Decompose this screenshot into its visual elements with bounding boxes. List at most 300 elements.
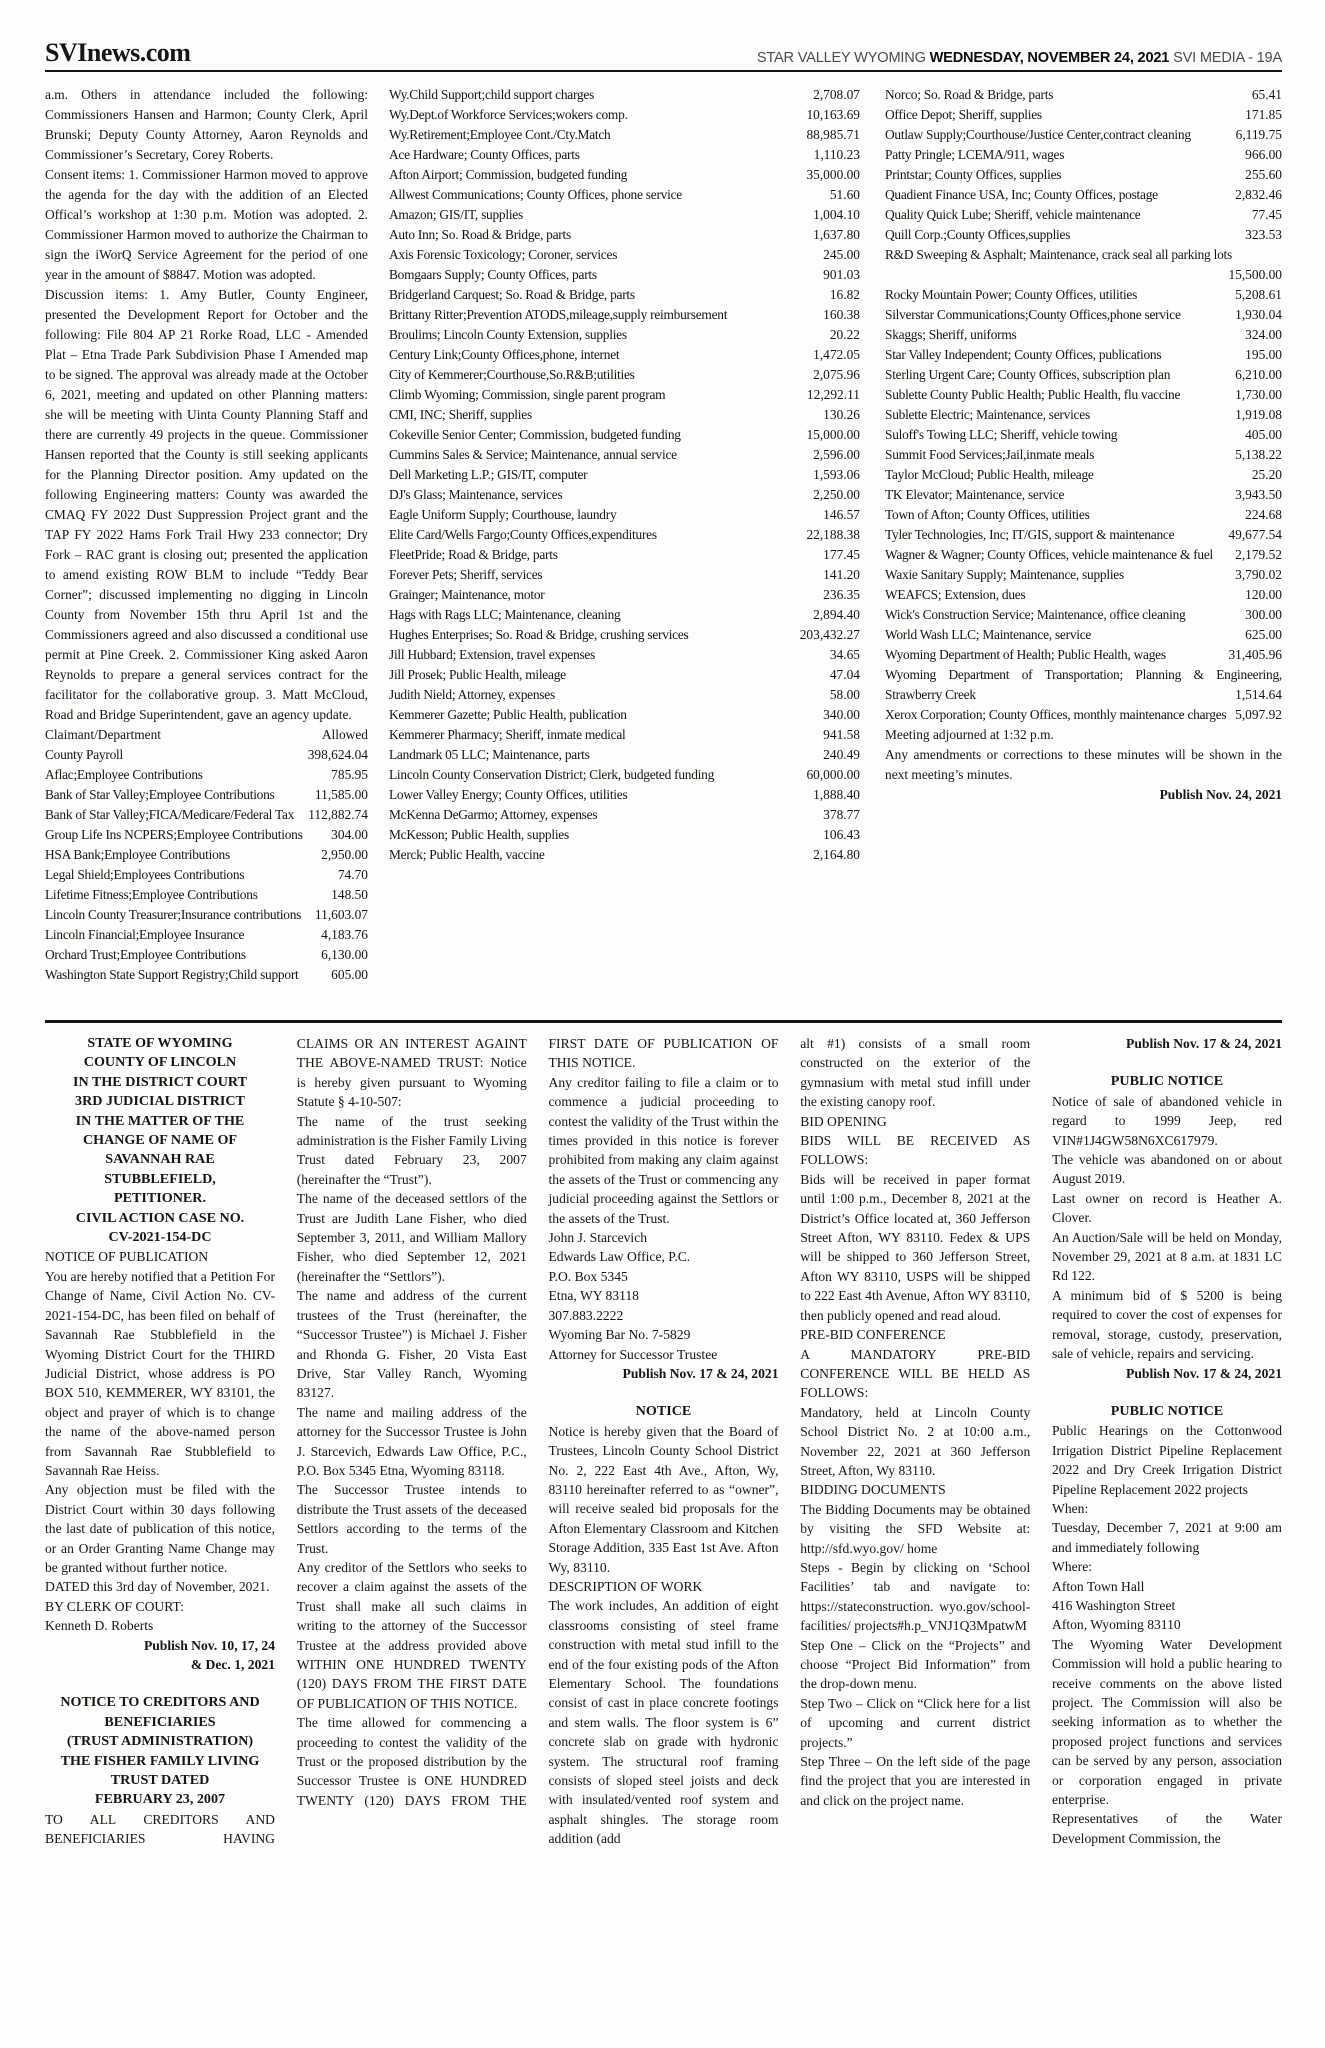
legal-notices-section bbox=[45, 1023, 1282, 2007]
claim-amount: 300.00 bbox=[1245, 607, 1282, 622]
notice-paragraph: DATED this 3rd day of November, 2021. bbox=[45, 1579, 270, 1595]
claim-row bbox=[885, 705, 1282, 725]
claim-name: McKenna DeGarmo; Attorney, expenses bbox=[389, 807, 598, 822]
minutes-paragraphs bbox=[45, 85, 368, 725]
claim-name: Aflac;Employee Contributions bbox=[45, 767, 203, 782]
claim-amount: 15,000.00 bbox=[806, 427, 860, 442]
claim-amount: 5,208.61 bbox=[1235, 287, 1282, 302]
claim-amount: 177.45 bbox=[823, 547, 860, 562]
claim-amount: 1,004.10 bbox=[813, 207, 860, 222]
claim-amount: 12,292.11 bbox=[806, 387, 860, 402]
claim-name: Summit Food Services;Jail,inmate meals bbox=[885, 447, 1095, 462]
publish-line bbox=[549, 1364, 779, 1383]
claim-amount: 146.57 bbox=[823, 507, 860, 522]
claim-amount: 2,708.07 bbox=[813, 87, 860, 102]
claim-name: Quality Quick Lube; Sheriff, vehicle maintenance bbox=[885, 207, 1141, 222]
notice-heading-line: PETITIONER. bbox=[113, 1190, 207, 1207]
minutes-closing-paragraphs bbox=[885, 725, 1282, 785]
claim-name: Jill Prosek; Public Health, mileage bbox=[389, 667, 566, 682]
claim-row bbox=[885, 345, 1282, 365]
claim-row bbox=[389, 305, 860, 325]
minutes-column-2 bbox=[389, 85, 860, 1011]
claim-row bbox=[885, 565, 1282, 585]
notice-heading-line: 3RD JUDICIAL DISTRICT bbox=[75, 1093, 245, 1110]
claim-row bbox=[389, 165, 860, 185]
claim-amount: 6,130.00 bbox=[321, 947, 368, 962]
notice-line: 307.883.2222 bbox=[548, 1307, 624, 1323]
claim-row bbox=[45, 925, 368, 945]
claim-name: Lifetime Fitness;Employee Contributions bbox=[45, 887, 258, 902]
claim-name: Sterling Urgent Care; County Offices, subscription plan bbox=[885, 367, 1171, 382]
claim-row bbox=[45, 905, 368, 925]
claim-row bbox=[389, 765, 860, 785]
notices-column-2 bbox=[297, 1034, 527, 2007]
minutes-column-3 bbox=[885, 85, 1282, 1011]
claim-name: County Payroll bbox=[45, 747, 123, 762]
claim-row bbox=[885, 585, 1282, 605]
notice-line: BIDDING DOCUMENTS bbox=[800, 1482, 946, 1498]
notice-heading-line: CHANGE OF NAME OF bbox=[82, 1132, 238, 1149]
claims-list-3 bbox=[885, 85, 1282, 725]
claim-name: WEAFCS; Extension, dues bbox=[885, 587, 1026, 602]
claim-row bbox=[389, 645, 860, 665]
claim-row bbox=[45, 945, 368, 965]
claim-row bbox=[389, 805, 860, 825]
claim-amount: 120.00 bbox=[1245, 587, 1282, 602]
claim-row bbox=[885, 125, 1282, 145]
claim-name: Forever Pets; Sheriff, services bbox=[389, 567, 543, 582]
claim-name: TK Elevator; Maintenance, service bbox=[885, 487, 1065, 502]
claim-name: Century Link;County Offices,phone, internet bbox=[389, 347, 620, 362]
claim-amount: 398,624.04 bbox=[307, 747, 368, 762]
notice-paragraph: The time allowed for commencing a proceeding to contest the validity of the Trust or the proposed distribution by the Successor Trustee is ONE HUNDRED TWENTY (120) DAYS FROM THE bbox=[296, 1715, 527, 1808]
notice-heading-line: THE FISHER FAMILY LIVING bbox=[60, 1752, 260, 1769]
masthead-date: WEDNESDAY, NOVEMBER 24, 2021 bbox=[929, 50, 1170, 67]
claim-name: Skaggs; Sheriff, uniforms bbox=[885, 327, 1017, 342]
claim-amount: 203,432.27 bbox=[799, 627, 860, 642]
claim-amount: 245.00 bbox=[823, 247, 860, 262]
publish-line-text: Publish Nov. 17 & 24, 2021 bbox=[622, 1365, 779, 1381]
claim-name: Silverstar Communications;County Offices,phone service bbox=[885, 307, 1181, 322]
claim-amount: 58.00 bbox=[829, 687, 860, 702]
notice-heading bbox=[1052, 1072, 1282, 1091]
claim-row bbox=[885, 225, 1282, 245]
claim-row bbox=[389, 425, 860, 445]
claim-name: HSA Bank;Employee Contributions bbox=[45, 847, 230, 862]
claim-name: Landmark 05 LLC; Maintenance, parts bbox=[389, 747, 590, 762]
claim-row bbox=[389, 665, 860, 685]
notice-line: Kenneth D. Roberts bbox=[45, 1618, 154, 1634]
claim-amount: 15,500.00 bbox=[1228, 267, 1282, 282]
claim-name: Wy.Dept.of Workforce Services;wokers comp. bbox=[389, 107, 628, 122]
claim-row bbox=[389, 385, 860, 405]
claim-name: FleetPride; Road & Bridge, parts bbox=[389, 547, 558, 562]
claim-row bbox=[45, 865, 368, 885]
claim-name: Wagner & Wagner; County Offices, vehicle maintenance & fuel bbox=[885, 547, 1214, 562]
notice-line: P.O. Box 5345 bbox=[548, 1268, 628, 1284]
claim-name: Legal Shield;Employees Contributions bbox=[45, 867, 245, 882]
masthead-location: STAR VALLEY WYOMING bbox=[756, 50, 930, 67]
claim-name: Amazon; GIS/IT, supplies bbox=[389, 207, 523, 222]
claim-row bbox=[885, 625, 1282, 645]
claim-name: City of Kemmerer;Courthouse,So.R&B;utilities bbox=[389, 367, 635, 382]
notice-paragraph: Last owner on record is Heather A. Clover. bbox=[1052, 1190, 1282, 1226]
claim-name: Orchard Trust;Employee Contributions bbox=[45, 947, 246, 962]
claim-name: Cummins Sales & Service; Maintenance, annual service bbox=[389, 447, 677, 462]
claim-row bbox=[389, 525, 860, 545]
claim-row bbox=[389, 145, 860, 165]
claim-row bbox=[885, 145, 1282, 165]
notice-heading-line: CV-2021-154-DC bbox=[108, 1229, 212, 1246]
claim-name: Axis Forensic Toxicology; Coroner, services bbox=[389, 247, 618, 262]
notice-paragraph: FIRST DATE OF PUBLICATION OF THIS NOTICE. bbox=[548, 1036, 779, 1071]
claim-row bbox=[389, 225, 860, 245]
claim-amount: 5,097.92 bbox=[1235, 707, 1282, 722]
claim-row bbox=[45, 885, 368, 905]
claim-row bbox=[45, 845, 368, 865]
claim-row bbox=[885, 285, 1282, 305]
claim-name: Quill Corp.;County Offices,supplies bbox=[885, 227, 1071, 242]
claim-amount: 323.53 bbox=[1245, 227, 1282, 242]
claim-amount: 1,593.06 bbox=[813, 467, 860, 482]
notice-paragraph: Any creditor of the Settlors who seeks to recover a claim against the assets of the Trust shall make all such claims in writing to the attorney of the Successor Trustee at the address provided above WITHIN ONE HUNDRED TWENTY (120) DAYS FROM THE FIRST DATE OF PUBLICATION OF THIS NOTICE. bbox=[296, 1559, 527, 1711]
minutes-paragraph: Discussion items: 1. Amy Butler, County Engineer, presented the Development Report for October and the following: File 804 AP 21 Rorke Road, LLC - Amended Plat – Etna Trade Park Subdivision Phase I Amended map to be signed. The approval was already made at the October 6, 2021, meeting and updated on other Planning matters: she will be meeting with Uinta County Planning Staff and there are currently 49 projects in the queue. Commissioner Hansen reported that the County is still seeking applicants for the Planning Director position. Amy updated on the following Engineering matters: County was awarded the CMAQ FY 2022 Dust Suppression Project grant and the TAP FY 2022 Hams Fork Trail Hwy 233 connector; Dry Fork – RAC grant is closing out; presented the application to amend existing ROW BLM to include “Teddy Bear Corner”; discussed implementing no digging in Lincoln County from November 15th thru April 1st and the Commissioners agreed and also discussed a conditional use permit at Pine Creek. 2. Commissioner King asked Aaron Reynolds to prepare a general services contract for the facilitator for the collaborative group. 3. Matt McCloud, Road and Bridge Superintendent, gave an agency update. bbox=[45, 287, 368, 722]
claim-name: Tyler Technologies, Inc; IT/GIS, support & maintenance bbox=[885, 527, 1175, 542]
claim-amount: 11,585.00 bbox=[314, 787, 368, 802]
claim-amount: 2,075.96 bbox=[813, 367, 860, 382]
publish-line-text: & Dec. 1, 2021 bbox=[190, 1657, 275, 1672]
claim-row bbox=[885, 365, 1282, 385]
claim-amount: 1,888.40 bbox=[813, 787, 860, 802]
claim-row bbox=[389, 185, 860, 205]
claim-name: Sublette Electric; Maintenance, services bbox=[885, 407, 1090, 422]
claim-name: R&D Sweeping & Asphalt; Maintenance, crack seal all parking lots bbox=[885, 247, 1232, 262]
claim-row bbox=[389, 745, 860, 765]
claim-amount: 2,164.80 bbox=[813, 847, 860, 862]
notice-paragraph: The vehicle was abandoned on or about August 2019. bbox=[1052, 1152, 1282, 1187]
claim-amount: 224.68 bbox=[1245, 507, 1282, 522]
claim-amount: 3,790.02 bbox=[1235, 567, 1282, 582]
claim-row bbox=[389, 845, 860, 865]
notice-line: DESCRIPTION OF WORK bbox=[548, 1578, 703, 1594]
claim-amount: 130.26 bbox=[823, 407, 860, 422]
notice-paragraph: Public Hearings on the Cottonwood Irrigation District Pipeline Replacement 2022 and Dry Creek Irrigation District Pipeline Replacement 2022 projects bbox=[1052, 1423, 1282, 1497]
claim-name: Wick's Construction Service; Maintenance, office cleaning bbox=[885, 607, 1186, 622]
claim-name: Wyoming Department of Transportation; Planning & Engineering, Strawberry Creek bbox=[885, 667, 1282, 702]
claim-name: Grainger; Maintenance, motor bbox=[389, 587, 545, 602]
notice-line: 416 Washington Street bbox=[1052, 1597, 1176, 1613]
claim-name: Ace Hardware; County Offices, parts bbox=[389, 147, 580, 162]
claim-row bbox=[885, 165, 1282, 185]
claim-row bbox=[389, 465, 860, 485]
notice-heading-line: BENEFICIARIES bbox=[104, 1713, 216, 1730]
claim-amount: 31,405.96 bbox=[1228, 647, 1282, 662]
claim-amount: 941.58 bbox=[823, 727, 860, 742]
claim-name: Washington State Support Registry;Child support bbox=[45, 967, 299, 982]
claim-row bbox=[389, 445, 860, 465]
claim-row bbox=[885, 105, 1282, 125]
claim-row bbox=[389, 505, 860, 525]
claims-list-2 bbox=[389, 85, 860, 865]
notice-line: When: bbox=[1052, 1500, 1089, 1516]
claims-list-1 bbox=[45, 745, 368, 985]
claim-amount: 236.35 bbox=[823, 587, 860, 602]
claim-amount: 255.60 bbox=[1245, 167, 1282, 182]
notice-paragraph: Mandatory, held at Lincoln County School District No. 2 at 10:00 a.m., November 22, 2021 at 360 Jefferson Street, Afton, Wy 83110. bbox=[800, 1404, 1031, 1478]
notice-heading bbox=[549, 1402, 779, 1421]
claim-name: DJ's Glass; Maintenance, services bbox=[389, 487, 563, 502]
claim-row bbox=[389, 85, 860, 105]
claims-table-header bbox=[45, 725, 368, 745]
claim-row bbox=[885, 545, 1282, 565]
notice-paragraph: The Wyoming Water Development Commission will hold a public hearing to receive comments on the above listed project. The Commission will also be seeking information as to whether the proposed project functions and services can be served by any person, association or corporation engaged in private enterprise. bbox=[1052, 1636, 1282, 1808]
minutes-paragraph: a.m. Others in attendance included the following: Commissioners Hansen and Harmon; County Clerk, April Brunski; Deputy County Attorney, Aaron Reynolds and Commissioner’s Secretary, Corey Roberts. bbox=[45, 87, 368, 162]
claim-name: Wy.Retirement;Employee Cont./Cty.Match bbox=[389, 127, 611, 142]
notice-paragraph: Steps - Begin by clicking on ‘School Facilities’ tab and navigate to: https://stateconstruction. wyo.gov/school-facilities/ projects#h.p_VNJ1Q3MpatwM bbox=[800, 1559, 1031, 1634]
claim-name: Office Depot; Sheriff, supplies bbox=[885, 107, 1042, 122]
claim-amount: 65.41 bbox=[1251, 87, 1282, 102]
notice-paragraph: The Successor Trustee intends to distribute the Trust assets of the deceased Settlors according to the terms of the Trust. bbox=[296, 1482, 527, 1556]
claim-amount: 2,596.00 bbox=[813, 447, 860, 462]
claim-amount: 25.20 bbox=[1251, 467, 1282, 482]
notice-paragraph: Any objection must be filed with the District Court within 30 days following the last date of publication of this notice, or an Order Granting Name Change may be granted without further notice. bbox=[45, 1482, 275, 1575]
claim-name: Outlaw Supply;Courthouse/Justice Center,contract cleaning bbox=[885, 127, 1191, 142]
notice-heading-line: IN THE DISTRICT COURT bbox=[72, 1073, 248, 1090]
claim-amount: 51.60 bbox=[829, 187, 860, 202]
notice-heading-line: FEBRUARY 23, 2007 bbox=[94, 1791, 226, 1808]
notice-line: Wyoming Bar No. 7-5829 bbox=[548, 1327, 691, 1343]
claim-row bbox=[885, 465, 1282, 485]
claim-row bbox=[885, 665, 1282, 705]
claim-amount: 1,514.64 bbox=[1235, 687, 1282, 702]
claim-row bbox=[885, 245, 1282, 285]
claim-amount: 6,210.00 bbox=[1235, 367, 1282, 382]
claim-amount: 22,188.38 bbox=[806, 527, 860, 542]
publish-line bbox=[1052, 1034, 1282, 1053]
notice-heading-line: NOTICE TO CREDITORS AND bbox=[60, 1694, 260, 1711]
claim-name: Wyoming Department of Health; Public Health, wages bbox=[885, 647, 1166, 662]
claim-name: Merck; Public Health, vaccine bbox=[389, 847, 545, 862]
notice-paragraph: An Auction/Sale will be held on Monday, November 29, 2021 at 8 a.m. at 1831 LC Rd 122. bbox=[1052, 1229, 1282, 1284]
claim-row bbox=[885, 325, 1282, 345]
notice-paragraph: The name and address of the current trustees of the Trust (hereinafter, the “Successor Trustee”) is Michael J. Fisher and Rhonda G. Fisher, 20 Vista East Drive, Star Valley Ranch, Wyoming 83127. bbox=[296, 1288, 527, 1401]
claim-name: Town of Afton; County Offices, utilities bbox=[885, 507, 1090, 522]
claim-amount: 966.00 bbox=[1245, 147, 1282, 162]
notice-paragraph: The name and mailing address of the attorney for the Successor Trustee is John J. Starcevich, Edwards Law Office, P.C., P.O. Box 5345 Etna, Wyoming 83118. bbox=[296, 1404, 527, 1478]
claim-name: McKesson; Public Health, supplies bbox=[389, 827, 569, 842]
notices-column-5 bbox=[1052, 1034, 1282, 2007]
claim-row bbox=[45, 825, 368, 845]
claim-amount: 16.82 bbox=[829, 287, 860, 302]
claim-amount: 2,179.52 bbox=[1235, 547, 1282, 562]
claim-name: Bank of Star Valley;Employee Contributions bbox=[45, 787, 275, 802]
claim-row bbox=[389, 825, 860, 845]
notice-paragraph: Bids will be received in paper format until 1:00 p.m., December 8, 2021 at the District’s Office located at, 360 Jefferson Street Afton, WY 83110. Fedex & UPS will be shipped to 360 Jefferson Street, Afton WY 83110, USPS will be shipped to 222 East 4th Avenue, Afton WY 83110, then publicly opened and read aloud. bbox=[800, 1171, 1031, 1323]
notice-paragraph: The name of the trust seeking administration is the Fisher Family Living Trust dated February 23, 2007 (hereinafter the “Trust”). bbox=[296, 1113, 527, 1187]
claim-amount: 405.00 bbox=[1245, 427, 1282, 442]
claim-name: Allwest Communications; County Offices, phone service bbox=[389, 187, 682, 202]
claim-name: Lower Valley Energy; County Offices, utilities bbox=[389, 787, 628, 802]
claim-amount: 901.03 bbox=[823, 267, 860, 282]
claim-row bbox=[885, 525, 1282, 545]
notice-heading-line: CIVIL ACTION CASE NO. bbox=[75, 1209, 245, 1226]
claim-amount: 1,919.08 bbox=[1235, 407, 1282, 422]
claim-row bbox=[389, 725, 860, 745]
notices-column-1 bbox=[45, 1034, 275, 2007]
notice-heading-line: PUBLIC NOTICE bbox=[1110, 1402, 1224, 1419]
claim-name: Group Life Ins NCPERS;Employee Contributions bbox=[45, 827, 303, 842]
notice-paragraph: You are hereby notified that a Petition For Change of Name, Civil Action No. CV-2021-154-DC, has been filed on behalf of Savannah Rae Stubblefield in the Wyoming District Court for the THIRD Judicial District, whose address is PO BOX 510, KEMMERER, WY 83101, the object and prayer of which is to change the name of the above-named person from Savannah Rae Stubblefield to Savannah Rae Heiss. bbox=[45, 1268, 275, 1478]
commission-minutes-section bbox=[45, 72, 1282, 1020]
publish-line bbox=[45, 1636, 275, 1675]
notice-heading-line: SAVANNAH RAE bbox=[105, 1151, 215, 1168]
claim-name: Rocky Mountain Power; County Offices, utilities bbox=[885, 287, 1138, 302]
claim-amount: 10,163.69 bbox=[806, 107, 860, 122]
claim-name: Hughes Enterprises; So. Road & Bridge, crushing services bbox=[389, 627, 689, 642]
notice-paragraph: BIDS WILL BE RECEIVED AS FOLLOWS: bbox=[800, 1133, 1031, 1168]
notice-paragraph: Step Two – Click on “Click here for a list of upcoming and current district projects.” bbox=[800, 1695, 1031, 1750]
claim-amount: 240.49 bbox=[823, 747, 860, 762]
claim-name: CMI, INC; Sheriff, supplies bbox=[389, 407, 532, 422]
claim-row bbox=[885, 85, 1282, 105]
claim-amount: 47.04 bbox=[829, 667, 860, 682]
claim-amount: 35,000.00 bbox=[806, 167, 860, 182]
claim-row bbox=[389, 325, 860, 345]
claim-row bbox=[389, 685, 860, 705]
publish-line-text: Publish Nov. 17 & 24, 2021 bbox=[1126, 1036, 1282, 1051]
notice-heading-line: IN THE MATTER OF THE bbox=[75, 1112, 245, 1129]
claim-row bbox=[389, 405, 860, 425]
notice-paragraph: The Bidding Documents may be obtained by visiting the SFD Website at: http://sfd.wyo.gov/ home bbox=[800, 1501, 1031, 1556]
claim-row bbox=[885, 385, 1282, 405]
claim-name: Jill Hubbard; Extension, travel expenses bbox=[389, 647, 596, 662]
claim-name: Quadient Finance USA, Inc; County Offices, postage bbox=[885, 187, 1158, 202]
claim-name: Star Valley Independent; County Offices, publications bbox=[885, 347, 1162, 362]
claim-row bbox=[389, 565, 860, 585]
claim-name: Dell Marketing L.P.; GIS/IT, computer bbox=[389, 467, 588, 482]
claim-name: Wy.Child Support;child support charges bbox=[389, 87, 595, 102]
claim-row bbox=[389, 205, 860, 225]
claim-row bbox=[885, 505, 1282, 525]
claim-name: Broulims; Lincoln County Extension, supplies bbox=[389, 327, 627, 342]
notice-heading bbox=[45, 1034, 275, 1247]
claim-amount: 3,943.50 bbox=[1235, 487, 1282, 502]
publish-line bbox=[1052, 1364, 1282, 1383]
notice-heading-line: COUNTY OF LINCOLN bbox=[83, 1054, 237, 1071]
claim-row bbox=[389, 245, 860, 265]
claim-amount: 77.45 bbox=[1251, 207, 1282, 222]
claim-name: Kemmerer Gazette; Public Health, publication bbox=[389, 707, 627, 722]
claim-amount: 106.43 bbox=[823, 827, 860, 842]
notice-paragraph: Step Three – On the left side of the page find the project that you are interested in and click on the project name. bbox=[800, 1754, 1031, 1808]
minutes-closing-line: Any amendments or corrections to these minutes will be shown in the next meeting’s minutes. bbox=[885, 747, 1282, 782]
notice-paragraph: Step One – Click on the “Projects” and choose “Project Bid Information” from the drop-down menu. bbox=[800, 1637, 1031, 1692]
claim-row bbox=[45, 785, 368, 805]
claim-amount: 605.00 bbox=[331, 967, 368, 982]
claim-amount: 88,985.71 bbox=[806, 127, 860, 142]
claim-amount: 171.85 bbox=[1245, 107, 1282, 122]
claim-amount: 60,000.00 bbox=[806, 767, 860, 782]
claim-name: Eagle Uniform Supply; Courthouse, laundry bbox=[389, 507, 617, 522]
claim-amount: 1,472.05 bbox=[813, 347, 860, 362]
claim-row bbox=[885, 305, 1282, 325]
claim-amount: 1,637.80 bbox=[813, 227, 860, 242]
claim-amount: 625.00 bbox=[1245, 627, 1282, 642]
notice-paragraph: Tuesday, December 7, 2021 at 9:00 am and immediately following bbox=[1052, 1520, 1282, 1555]
publish-line-text: Publish Nov. 10, 17, 24 bbox=[143, 1637, 275, 1653]
claim-amount: 2,894.40 bbox=[813, 607, 860, 622]
claim-amount: 2,832.46 bbox=[1235, 187, 1282, 202]
claim-row bbox=[45, 765, 368, 785]
claim-name: Printstar; County Offices, supplies bbox=[885, 167, 1062, 182]
claim-row bbox=[885, 645, 1282, 665]
claim-name: Bank of Star Valley;FICA/Medicare/Federal Tax bbox=[45, 807, 295, 822]
claim-name: Lincoln County Conservation District; Clerk, budgeted funding bbox=[389, 767, 715, 782]
claim-name: Hags with Rags LLC; Maintenance, cleaning bbox=[389, 607, 621, 622]
claim-amount: 195.00 bbox=[1245, 347, 1282, 362]
notice-paragraph: Representatives of the Water Development Commission, the bbox=[1052, 1811, 1282, 1846]
notice-heading bbox=[1052, 1402, 1282, 1421]
claim-row bbox=[885, 605, 1282, 625]
notice-paragraph: A minimum bid of $ 5200 is being required to cover the cost of expenses for removal, storage, custody, preservation, sale of vehicle, repairs and servicing. bbox=[1052, 1287, 1282, 1362]
masthead bbox=[45, 0, 1282, 66]
notice-heading-line: TRUST DATED bbox=[110, 1772, 210, 1789]
notice-paragraph: A MANDATORY PRE-BID CONFERENCE WILL BE HELD AS FOLLOWS: bbox=[800, 1346, 1031, 1401]
claim-row bbox=[389, 265, 860, 285]
notice-spacer bbox=[1052, 1053, 1282, 1072]
claims-header-claimant: Claimant/Department bbox=[45, 727, 162, 742]
claim-amount: 112,882.74 bbox=[308, 807, 368, 822]
minutes-closing-line: Meeting adjourned at 1:32 p.m. bbox=[885, 727, 1054, 742]
claim-amount: 324.00 bbox=[1245, 327, 1282, 342]
masthead-dateline bbox=[757, 51, 1282, 66]
minutes-publish-line: Publish Nov. 24, 2021 bbox=[1159, 787, 1282, 802]
claim-row bbox=[389, 705, 860, 725]
minutes-column-1 bbox=[45, 85, 368, 1011]
claim-row bbox=[389, 105, 860, 125]
masthead-edition: SVI MEDIA - 19A bbox=[1169, 50, 1282, 67]
claims-header-allowed: Allowed bbox=[321, 727, 368, 742]
claim-name: World Wash LLC; Maintenance, service bbox=[885, 627, 1092, 642]
claim-amount: 141.20 bbox=[823, 567, 860, 582]
claim-row bbox=[885, 405, 1282, 425]
notice-paragraph: CLAIMS OR AN INTEREST AGAINT THE ABOVE-NAMED TRUST: Notice is hereby given pursuant to Wyoming Statute § 4-10-507: bbox=[296, 1036, 527, 1110]
publish-line-text: Publish Nov. 17 & 24, 2021 bbox=[1126, 1365, 1282, 1381]
claim-row bbox=[389, 125, 860, 145]
claim-amount: 2,950.00 bbox=[321, 847, 368, 862]
masthead-site-title: SVInews.com bbox=[45, 38, 191, 67]
claim-name: Climb Wyoming; Commission, single parent program bbox=[389, 387, 666, 402]
claim-row bbox=[885, 205, 1282, 225]
claim-amount: 6,119.75 bbox=[1235, 127, 1282, 142]
claim-row bbox=[885, 445, 1282, 465]
claim-name: Lincoln Financial;Employee Insurance bbox=[45, 927, 245, 942]
claim-name: Taylor McCloud; Public Health, mileage bbox=[885, 467, 1094, 482]
claim-name: Bridgerland Carquest; So. Road & Bridge, parts bbox=[389, 287, 635, 302]
claim-name: Waxie Sanitary Supply; Maintenance, supplies bbox=[885, 567, 1124, 582]
claim-amount: 1,930.04 bbox=[1235, 307, 1282, 322]
notices-column-3 bbox=[549, 1034, 779, 2007]
claim-name: Patty Pringle; LCEMA/911, wages bbox=[885, 147, 1065, 162]
claim-amount: 1,730.00 bbox=[1235, 387, 1282, 402]
notice-paragraph: Notice is hereby given that the Board of Trustees, Lincoln County School District No. 2, 222 East 4th Ave., Afton, Wy, 83110 hereinafter referred to as “owner”, will receive sealed bid proposals for the Afton Elementary Classroom and Kitchen Storage Addition, 335 East 1st Ave. Afton Wy, 83110. bbox=[548, 1423, 779, 1575]
notice-spacer bbox=[549, 1383, 779, 1402]
claim-name: Kemmerer Pharmacy; Sheriff, inmate medical bbox=[389, 727, 626, 742]
notice-line: Etna, WY 83118 bbox=[548, 1288, 639, 1304]
claim-row bbox=[45, 805, 368, 825]
notice-paragraph: TO ALL CREDITORS AND BENEFICIARIES HAVING bbox=[45, 1811, 275, 1847]
claim-row bbox=[389, 485, 860, 505]
